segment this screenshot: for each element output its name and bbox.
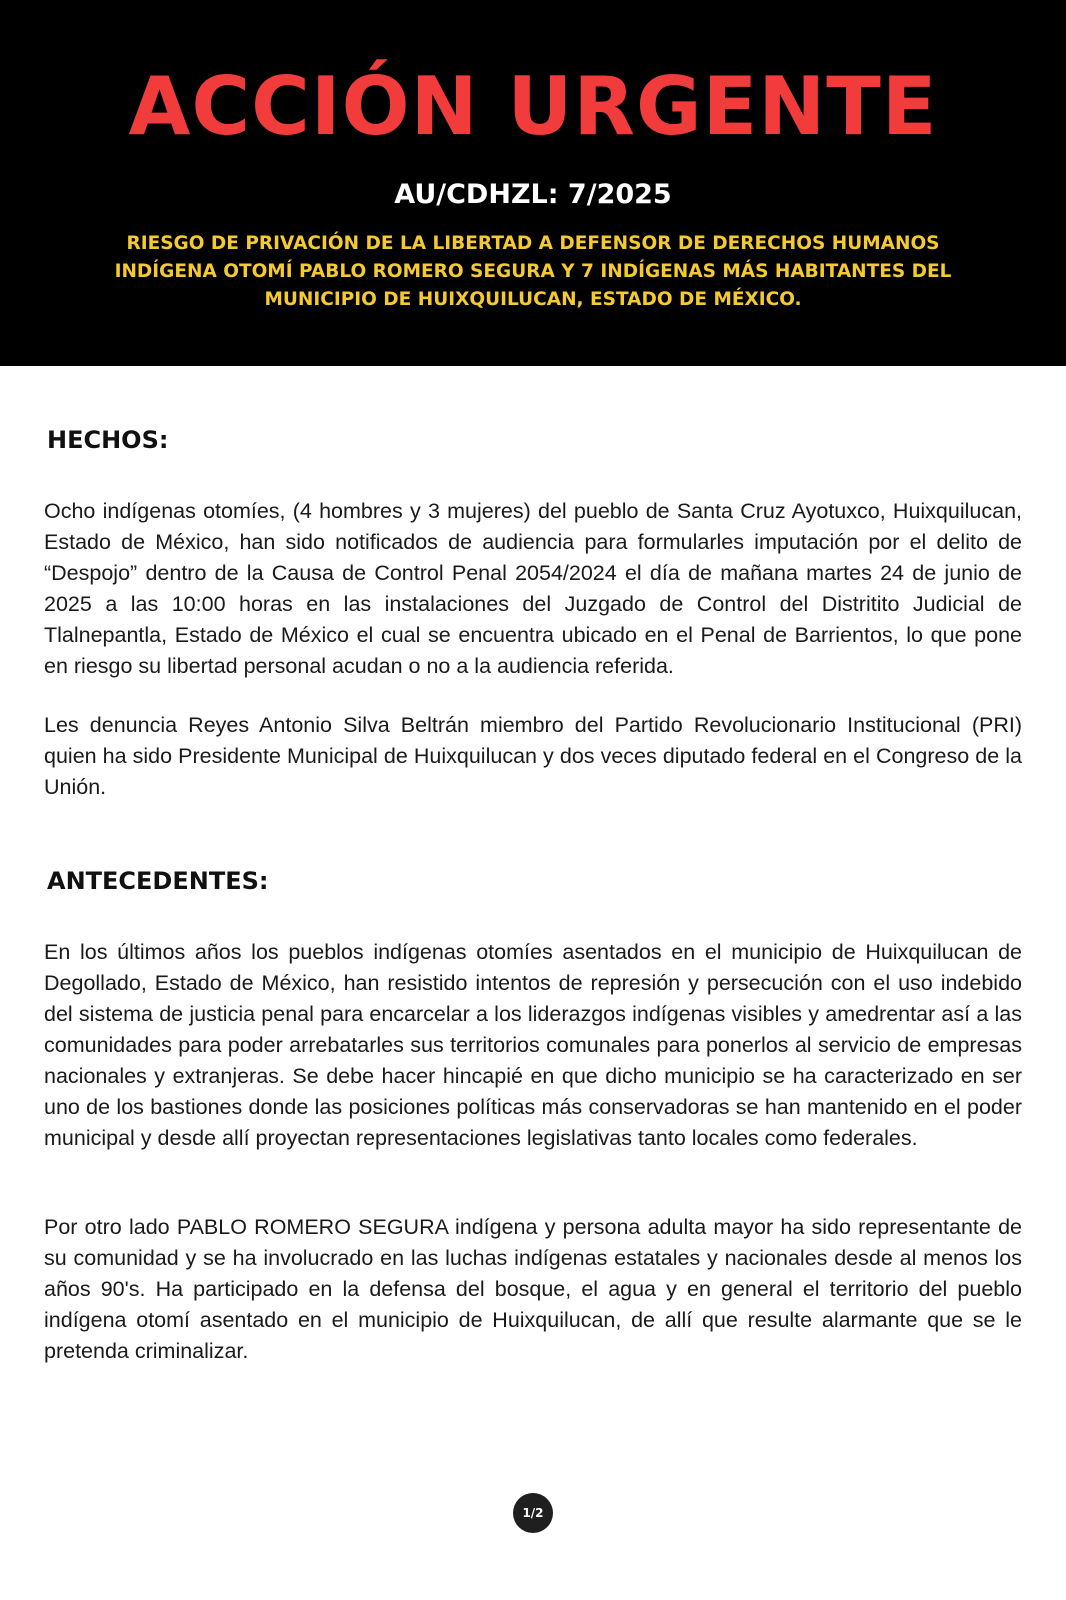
- page-indicator: 1/2: [513, 1493, 553, 1533]
- antecedentes-paragraph-1: En los últimos años los pueblos indígenas otomíes asentados en el municipio de Huixquilucan de Degollado, Estado de México, han resistido intentos de represión y persecución con el uso indebido del sistema de justicia penal para encarcelar a los liderazgos indígenas visibles y amedrentar así a las comunidades para poder arrebatarles sus territorios comunales para ponerlos al servicio de empresas nacionales y extranjeras. Se debe hacer hincapié en que dicho municipio se ha caracterizado en ser uno de los bastiones donde las posiciones políticas más conservadoras se han mantenido en el poder municipal y desde allí proyectan representaciones legislativas tanto locales como federales.: [44, 940, 1022, 1150]
- header-banner: [0, 0, 1066, 366]
- subtitle: RIESGO DE PRIVACIÓN DE LA LIBERTAD A DEFENSOR DE DERECHOS HUMANOS INDÍGENA OTOMÍ PABLO ROMERO SEGURA Y 7 INDÍGENAS MÁS HABITANTES DEL MUNICIPIO DE HUIXQUILUCAN, ESTADO DE MÉXICO.: [114, 233, 952, 310]
- page-title: ACCIÓN URGENTE: [128, 60, 938, 153]
- antecedentes-paragraph-2: Por otro lado PABLO ROMERO SEGURA indígena y persona adulta mayor ha sido representante de su comunidad y se ha involucrado en las luchas indígenas estatales y nacionales desde al menos los años 90's. Ha participado en la defensa del bosque, el agua y en general el territorio del pueblo indígena otomí asentado en el municipio de Huixquilucan, de allí que resulte alarmante que se le pretenda criminalizar.: [44, 1215, 1022, 1363]
- reference-code: AU/CDHZL: 7/2025: [394, 179, 672, 210]
- hechos-paragraph-2: Les denuncia Reyes Antonio Silva Beltrán miembro del Partido Revolucionario Institucional (PRI) quien ha sido Presidente Municipal de Huixquilucan y dos veces diputado federal en el Congreso de la Unión.: [44, 713, 1022, 799]
- hechos-heading: HECHOS:: [47, 426, 169, 454]
- hechos-paragraph-1: Ocho indígenas otomíes, (4 hombres y 3 mujeres) del pueblo de Santa Cruz Ayotuxco, Huixquilucan, Estado de México, han sido notificados de audiencia para formularles imputación por el delito de “Despojo” dentro de la Causa de Control Penal 2054/2024 el día de mañana martes 24 de junio de 2025 a las 10:00 horas en las instalaciones del Juzgado de Control del Distritito Judicial de Tlalnepantla, Estado de México el cual se encuentra ubicado en el Penal de Barrientos, lo que pone en riesgo su libertad personal acudan o no a la audiencia referida.: [44, 499, 1022, 678]
- antecedentes-heading: ANTECEDENTES:: [47, 867, 269, 895]
